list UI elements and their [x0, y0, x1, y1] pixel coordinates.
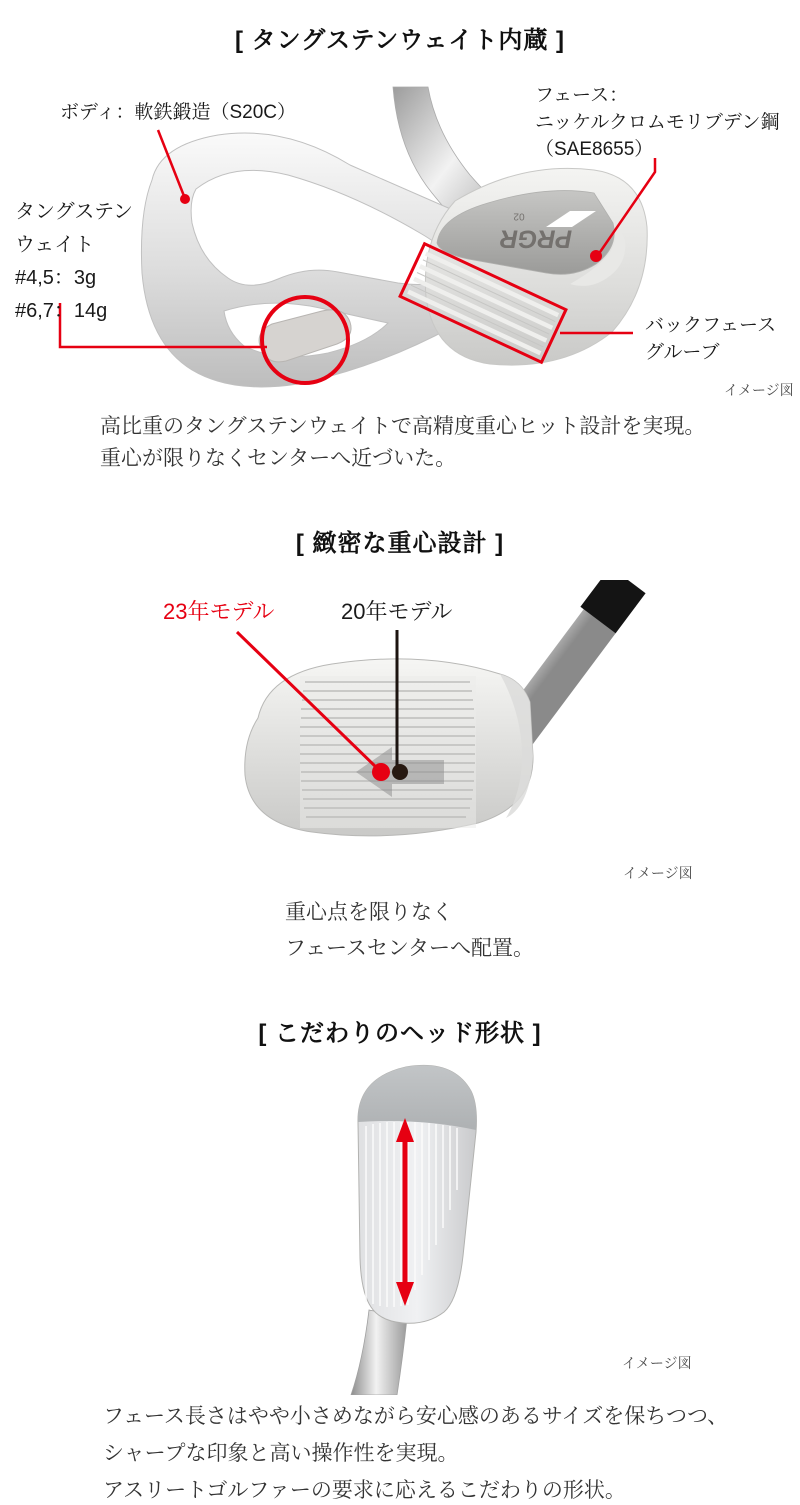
label-model-2020: 20年モデル [341, 599, 453, 624]
leader-dot-face [590, 250, 602, 262]
label-face-material [535, 82, 780, 163]
label-model-2023: 23年モデル [163, 599, 275, 624]
cog-description [285, 895, 534, 967]
section-title-shape: [ こだわりのヘッド形状 ] [258, 1020, 542, 1047]
cog-desc-line1: 重心点を限りなく [285, 901, 453, 924]
label-weight-line4: #6,7：14g [15, 300, 108, 322]
cog-dot-model20 [392, 764, 408, 780]
head-shape-illustration [0, 1060, 800, 1395]
shape-desc-line2: シャープな印象と高い操作性を実現。 [103, 1442, 459, 1465]
image-note-cog: イメージ図 [623, 865, 693, 881]
brand-logo-text: PRGR [499, 224, 573, 253]
cog-dot-model23 [372, 763, 390, 781]
label-weight-line2: ウェイト [15, 234, 95, 256]
section-title-cog: [ 緻密な重心設計 ] [295, 530, 505, 557]
shape-desc-line1: フェース長さはやや小さめながら安心感のあるサイズを保ちつつ、 [103, 1405, 729, 1428]
shape-desc-line3: アスリートゴルファーの要求に応えるこだわりの形状。 [103, 1479, 626, 1502]
image-note-shape: イメージ図 [622, 1355, 692, 1371]
label-body-material: ボディ：軟鉄鍛造（S20C） [60, 102, 297, 123]
label-weight-line1: タングステン [15, 201, 133, 223]
head-crown [358, 1065, 476, 1130]
label-backface-line2: グルーブ [645, 342, 720, 363]
label-face-line1: フェース： [535, 85, 629, 106]
cog-desc-line2: フェースセンターへ配置。 [285, 937, 535, 960]
tungsten-desc-line2: 重心が限りなくセンターへ近づいた。 [100, 447, 457, 470]
label-backface-groove [645, 312, 776, 366]
tungsten-description [100, 411, 705, 475]
shape-description [103, 1398, 728, 1505]
label-backface-line1: バックフェース [645, 315, 777, 336]
label-face-line3: （SAE8655） [535, 139, 654, 160]
badge-number-text: 02 [513, 210, 525, 222]
shaft-grip-end [598, 580, 628, 620]
leader-dot-body [180, 194, 190, 204]
image-note-tungsten: イメージ図 [724, 382, 794, 398]
section-title-tungsten: [ タングステンウェイト内蔵 ] [235, 27, 565, 54]
label-tungsten-weight [15, 196, 133, 328]
label-weight-line3: #4,5：3g [15, 267, 97, 289]
tungsten-desc-line1: 高比重のタングステンウェイトで高精度重心ヒット設計を実現。 [100, 415, 706, 438]
label-face-line2: ニッケルクロムモリブデン鋼 [535, 112, 780, 133]
iron-address-view [351, 1065, 476, 1395]
